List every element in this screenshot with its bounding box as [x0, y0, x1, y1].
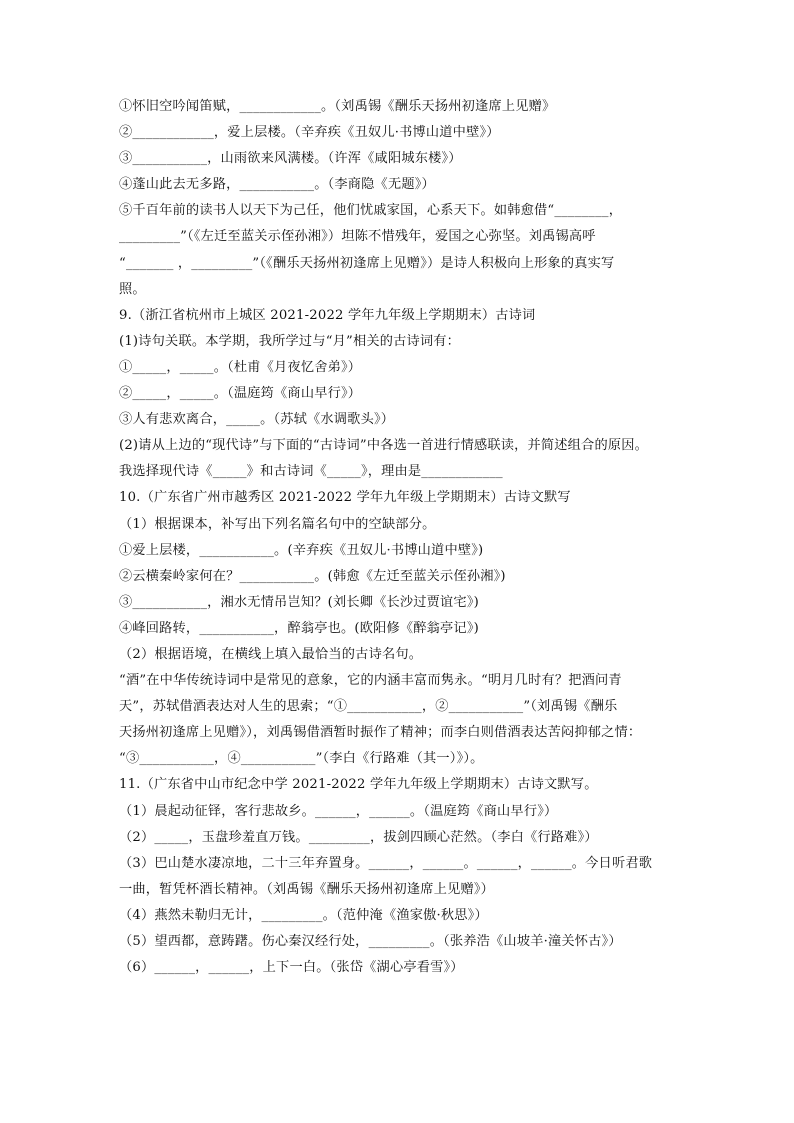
text-line: 照。 [119, 281, 146, 297]
question-heading-11: 11.（广东省中山市纪念中学 2021-2022 学年九年级上学期期末）古诗文默写。 [119, 777, 598, 793]
text-line: ⑤千百年前的读书人以天下为己任，他们忧戚家国，心系天下。如韩愈借“________， [119, 203, 623, 219]
text-line: (1)诗句关联。本学期，我所学过与“月”相关的古诗词有： [119, 333, 461, 349]
question-heading-10: 10.（广东省广州市越秀区 2021-2022 学年九年级上学期期末）古诗文默写 [119, 490, 571, 506]
text-line: ②云横秦岭家何在？___________。(韩愈《左迁至蓝关示侄孙湘》) [119, 568, 506, 584]
question-heading-9: 9.（浙江省杭州市上城区 2021-2022 学年九年级上学期期末）古诗词 [119, 307, 536, 323]
text-line: ①怀旧空吟闻笛赋，____________。（刘禹锡《酬乐天扬州初逢席上见赠》 [119, 99, 556, 114]
document-body [119, 94, 679, 981]
text-line: （3）巴山楚水凄凉地，二十三年弃置身。______，______。______，______。今日听君歌 [119, 855, 653, 871]
text-line: （5）望西都，意踌躇。伤心秦汉经行处，_________。（张养浩《山坡羊·潼关怀古》） [119, 934, 622, 949]
text-line: ③人有悲欢离合，_____。（苏轼《水调歌头》） [119, 412, 395, 428]
text-line: （1）根据课本，补写出下列名篇名句中的空缺部分。 [119, 516, 436, 532]
text-line: （2）根据语境，在横线上填入最恰当的古诗名句。 [119, 646, 423, 662]
text-line: (2)请从上边的“现代诗”与下面的“古诗词”中各选一首进行情感联读，并简述组合的原因。 [119, 438, 648, 454]
text-line: 天”，苏轼借酒表达对人生的思索；“①___________，②___________”（刘禹锡《酬乐 [119, 699, 618, 715]
text-line: （6）______，______，上下一白。（张岱《湖心亭看雪》） [119, 960, 464, 976]
text-line: “酒”在中华传统诗词中是常见的意象，它的内涵丰富而隽永。“明月几时有？把酒问青 [119, 673, 622, 689]
text-line: ①爱上层楼，___________。(辛弃疾《丑奴儿·书博山道中壁》) [119, 542, 484, 558]
text-line: ④蓬山此去无多路，___________。（李商隐《无题》） [119, 177, 435, 193]
text-line: 我选择现代诗《_____》和古诗词《_____》，理由是____________ [119, 464, 503, 480]
text-line: ④峰回路转，___________，醉翁亭也。(欧阳修《醉翁亭记》) [119, 620, 479, 636]
text-line: （1）晨起动征铎，客行悲故乡。______，______。（温庭筠《商山早行》） [119, 803, 558, 819]
text-line: ③___________，山雨欲来风满楼。（许浑《咸阳城东楼》） [119, 151, 462, 167]
text-line: 一曲，暂凭杯酒长精神。（刘禹锡《酬乐天扬州初逢席上见赠》） [119, 881, 495, 897]
text-line: ①_____，_____。（杜甫《月夜忆舍弟》） [119, 359, 362, 375]
text-line: （2）_____，玉盘珍羞直万钱。_________，拔剑四顾心茫然。（李白《行路难》） [119, 829, 598, 845]
text-line: “_______ ，_________”（《酬乐天扬州初逢席上见赠》）是诗人积极向上形象的真实写 [119, 255, 615, 271]
text-line: ②_____，_____。（温庭筠《商山早行》） [119, 386, 362, 402]
text-line: ②____________，爱上层楼。（辛弃疾《丑奴儿·书博山道中壁》） [119, 125, 500, 141]
text-line: （4）燕然未勒归无计，_________。（范仲淹《渔家傲·秋思》） [119, 907, 488, 923]
text-line: 天扬州初逢席上见赠》），刘禹锡借酒暂时振作了精神；而李白则借酒表达苦闷抑郁之情： [119, 725, 642, 741]
text-line: _________”（《左迁至蓝关示侄孙湘》）坦陈不惜残年，爱国之心弥坚。刘禹锡高呼 [119, 229, 596, 245]
text-line: ③___________，湘水无情吊岂知？(刘长卿《长沙过贾谊宅》) [119, 594, 479, 610]
text-line: “③___________，④___________”（李白《行路难（其一）》）。 [119, 751, 484, 767]
